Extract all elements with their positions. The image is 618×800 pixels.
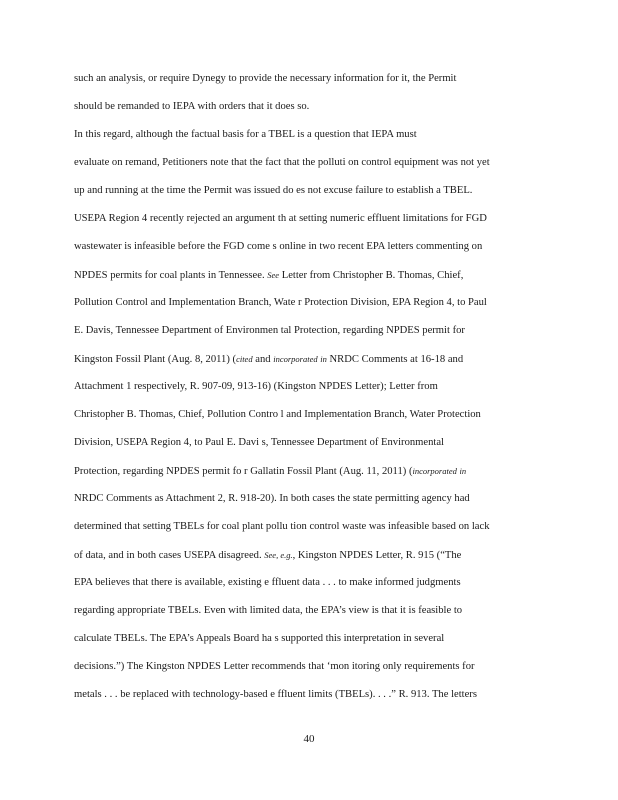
body-text-line: evaluate on remand, Petitioners note that the fact that the polluti on control equipment was not yet	[74, 157, 490, 168]
citation-signal: in	[459, 466, 467, 476]
line-text: NPDES permits for coal plants in Tennessee.	[74, 270, 265, 281]
line-text: Kingston Fossil Plant (Aug. 8, 2011) (	[74, 354, 237, 365]
body-text-line	[74, 548, 544, 563]
body-text-line	[74, 464, 544, 479]
citation-signal: See, e.g.	[264, 550, 293, 560]
body-text-line: Christopher B. Thomas, Chief, Pollution Contro l and Implementation Branch, Water Protection	[74, 409, 481, 420]
line-text: Letter from Christopher B. Thomas, Chief,	[281, 270, 464, 281]
line-text: Protection, regarding NPDES permit fo r Gallatin Fossil Plant (Aug. 11, 2011) (	[74, 466, 413, 477]
line-text: , Kingston NPDES Letter, R. 915 (“The	[292, 550, 462, 561]
body-text-line: metals . . . be replaced with technology-based e ffluent limits (TBELs). . . .” R. 913. The letters	[74, 689, 477, 700]
body-text-line: regarding appropriate TBELs. Even with limited data, the EPA’s view is that it is feasible to	[74, 605, 463, 616]
citation-signal: cited	[236, 354, 253, 364]
body-text-line: determined that setting TBELs for coal plant pollu tion control waste was infeasible based on lack	[74, 521, 490, 532]
page-number: 40	[303, 733, 315, 745]
body-text-line: up and running at the time the Permit was issued do es not excuse failure to establish a TBEL.	[74, 185, 473, 196]
line-text: NRDC Comments at 16-18 and	[329, 354, 464, 365]
body-text-line: Attachment 1 respectively, R. 907-09, 913-16) (Kingston NPDES Letter); Letter from	[74, 381, 438, 392]
body-text-line: NRDC Comments as Attachment 2, R. 918-20). In both cases the state permitting agency had	[74, 493, 470, 504]
body-text-line: EPA believes that there is available, existing e ffluent data . . . to make informed judgments	[74, 577, 461, 588]
body-text-line	[74, 268, 544, 283]
citation-signal: incorporated	[412, 466, 457, 476]
citation-signal: in	[320, 354, 327, 364]
body-text-line: should be remanded to IEPA with orders that it does so.	[74, 101, 310, 112]
body-text-line: such an analysis, or require Dynegy to provide the necessary information for it, the Permit	[74, 73, 457, 84]
body-text-line: decisions.”) The Kingston NPDES Letter recommends that ‘mon itoring only requirements for	[74, 661, 475, 672]
body-text-line: Division, USEPA Region 4, to Paul E. Davi s, Tennessee Department of Environmental	[74, 437, 444, 448]
body-text-line	[74, 352, 544, 367]
line-text: and	[255, 354, 271, 365]
citation-signal: incorporated	[273, 354, 318, 364]
line-text: of data, and in both cases USEPA disagreed.	[74, 550, 262, 561]
body-text-line: wastewater is infeasible before the FGD come s online in two recent EPA letters commenting on	[74, 241, 483, 252]
body-text-line: USEPA Region 4 recently rejected an argument th at setting numeric effluent limitations for FGD	[74, 213, 487, 224]
citation-signal: See	[267, 270, 280, 280]
body-text-line: In this regard, although the factual basis for a TBEL is a question that IEPA must	[74, 129, 417, 140]
body-text-line: Pollution Control and Implementation Branch, Wate r Protection Division, EPA Region 4, to Paul	[74, 297, 487, 308]
body-text-line: calculate TBELs. The EPA’s Appeals Board ha s supported this interpretation in several	[74, 633, 445, 644]
body-text-line: E. Davis, Tennessee Department of Environmen tal Protection, regarding NPDES permit for	[74, 325, 465, 336]
